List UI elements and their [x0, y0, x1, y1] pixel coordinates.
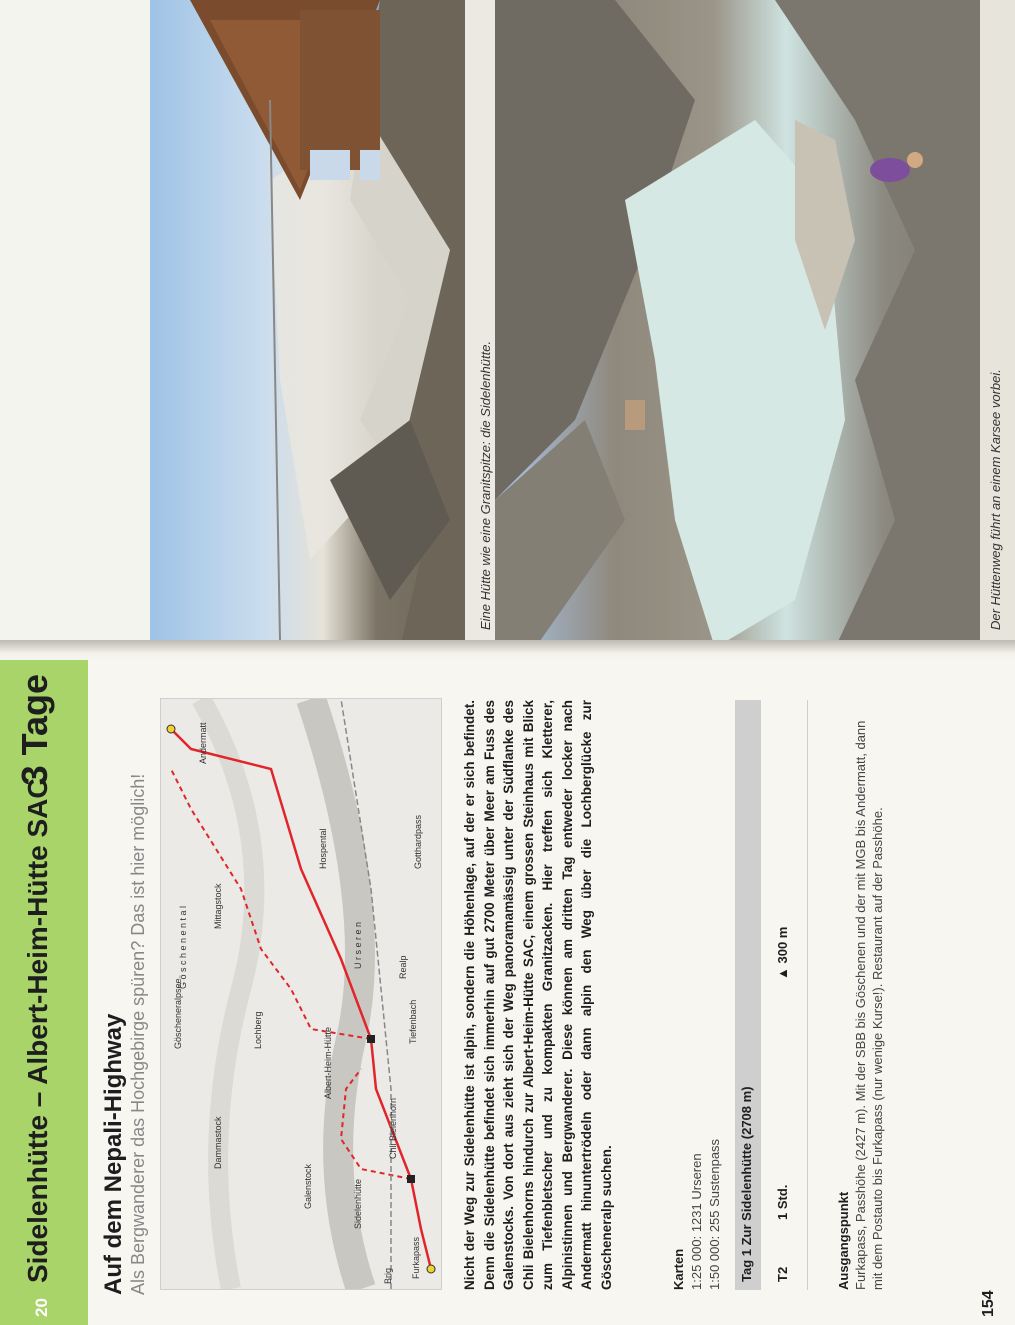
article-subtitle: Auf dem Nepali-Highway: [100, 1013, 127, 1295]
stage-table: [735, 700, 808, 1290]
hut-photo-illustration: [150, 0, 465, 648]
map-label-andermatt: Andermatt: [198, 722, 208, 764]
stage-grade: T2: [775, 1266, 790, 1282]
map-label-dammastock: Dammastock: [213, 1116, 223, 1169]
header-bar: [0, 660, 88, 1325]
map-label-gotthardpass: Gotthardpass: [413, 814, 423, 869]
map-label-tiefenbach: Tiefenbach: [408, 999, 418, 1044]
map-label-goescheneralpsee: Göscheneralpsee: [173, 978, 183, 1049]
lake-photo-illustration: [495, 0, 980, 648]
article-tagline: Als Bergwanderer das Hochgebirge spüren? Das ist hier möglich!: [128, 773, 148, 1295]
lake-photo: [495, 0, 980, 648]
route-map-graphic: [161, 699, 441, 1289]
map-label-bielenhorn: Chli Bielenhorn: [388, 1097, 398, 1159]
map-label-brig: Brig: [383, 1267, 393, 1284]
photo-caption-top: Eine Hütte wie eine Granitspitze: die Sidelenhütte.: [478, 340, 493, 630]
photo-caption-bottom: Der Hüttenweg führt an einem Karsee vorbei.: [988, 369, 1003, 630]
map-label-hospental: Hospental: [318, 828, 328, 869]
article-body: Nicht der Weg zur Sidelenhütte ist alpin, sondern die Höhenlage, auf der er sich befindet. Denn die Sidelenhütte befindet sich immerhin auf gut 2700 Meter über Meer am Fuss des Galenstocks. Von dort aus zieht sich der Weg panoramamässig unter der Südflanke des Chli Bielenhorns hindurch zur Albert-Heim-Hütte SAC, einem grossen Steinhaus mit Blick zum Tiefenbletscher und zu kompakten Granitzacken. Hier treffen sich Kletterer, Alpinistinnen und Bergwanderer. Diese können am dritten Tag entweder locker nach Andermatt hinuntertrödeln oder dann alpin den Weg über die Lochberglücke zur Göscheneralp suchen.: [462, 700, 614, 1290]
maps-heading: Karten: [671, 1248, 686, 1290]
stage-time: 1 Std.: [775, 1184, 790, 1220]
stage-header: Tag 1 Zur Sidelenhütte (2708 m): [739, 1086, 754, 1282]
page-number: 154: [980, 1290, 997, 1317]
book-spine: [0, 640, 1015, 662]
map-label-lochberg: Lochberg: [253, 1011, 263, 1049]
map-label-furkapass: Furkapass: [411, 1236, 421, 1279]
start-point-text: Furkapass, Passhöhe (2427 m). Mit der SBB bis Göschenen und der mit MGB bis Andermatt, dann mit dem Postauto bis Furkapass (nur wenige Kurse!). Restaurant auf der Passhöhe.: [853, 720, 885, 1290]
map-label-albert-heim: Albert-Heim-Hütte: [323, 1026, 333, 1099]
map-label-urseren: U r s e r e n: [353, 921, 363, 969]
stage-row: [761, 700, 807, 1290]
map-label-galenstock: Galenstock: [303, 1163, 313, 1209]
text-page-content: [0, 660, 1015, 1325]
route-map: [160, 698, 442, 1290]
page-title: Sidelenhütte – Albert-Heim-Hütte SAC: [22, 778, 53, 1283]
map-label-mittagstock: Mittagstock: [213, 883, 223, 929]
map-label-realp: Realp: [398, 955, 408, 979]
maps-line-1: 1:25 000: 1231 Urseren: [689, 1153, 704, 1290]
start-point-heading: Ausgangspunkt: [836, 1191, 851, 1290]
maps-section: [670, 1139, 724, 1290]
text-page: [0, 660, 1015, 1325]
chapter-number: 20: [32, 1298, 51, 1317]
stage-ascent: ▲ 300 m: [775, 926, 790, 980]
hut-photo: [150, 0, 465, 648]
start-point-section: [835, 700, 886, 1290]
map-label-goeschenertal: G ö s c h e n e n t a l: [178, 905, 188, 989]
duration-badge: 3 Tage: [14, 674, 55, 786]
map-label-sidelen: Sidelenhütte: [353, 1178, 363, 1229]
maps-line-2: 1:50 000: 255 Sustenpass: [707, 1138, 722, 1290]
